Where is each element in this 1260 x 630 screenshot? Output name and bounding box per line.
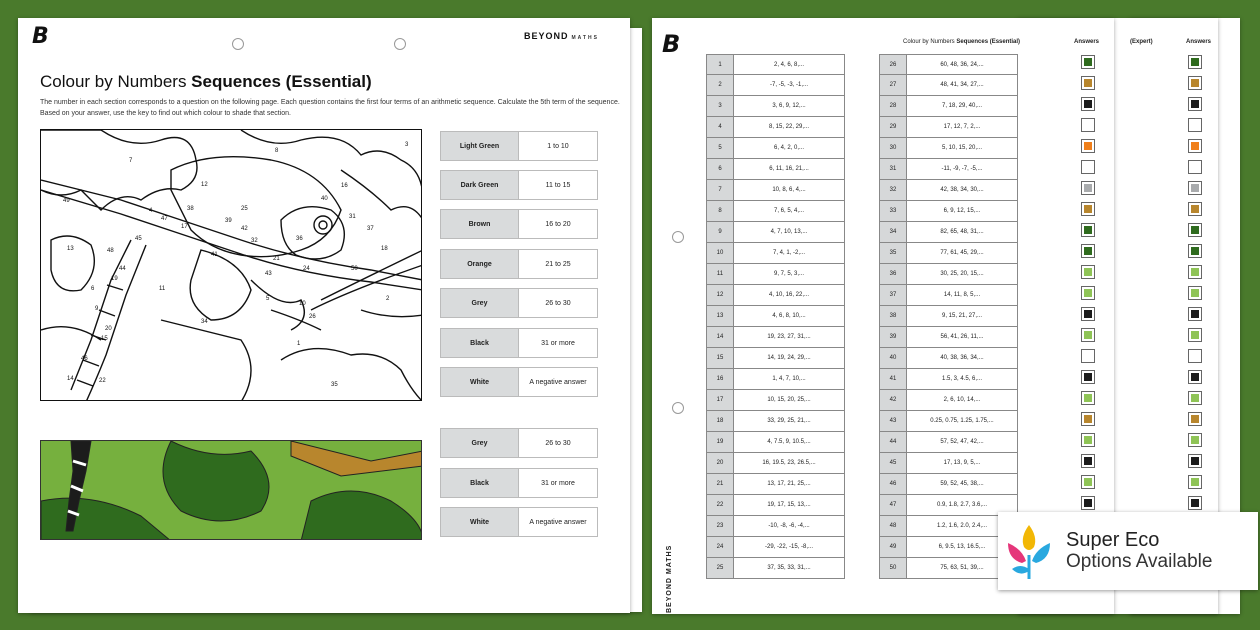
answers-label-2: Answers <box>1186 39 1212 45</box>
sequence-terms: 17, 12, 7, 2,... <box>943 124 981 130</box>
answer-colour-swatch <box>1188 433 1202 447</box>
svg-text:26: 26 <box>309 314 316 320</box>
ghost-key-row-grey <box>440 428 598 458</box>
key-row-light-green <box>440 131 598 161</box>
question-number: 40 <box>880 348 907 368</box>
question-number: 25 <box>707 558 734 578</box>
svg-text:20: 20 <box>105 326 112 332</box>
svg-text:31: 31 <box>349 214 356 220</box>
question-number: 4 <box>707 117 734 137</box>
question-row <box>879 138 1018 159</box>
sequence-terms: 13, 17, 21, 25,... <box>767 481 811 487</box>
question-row <box>879 96 1018 117</box>
answer-colour-swatch <box>1081 97 1095 111</box>
key-range: A negative answer <box>529 518 587 526</box>
svg-text:46: 46 <box>81 356 88 362</box>
sequence-terms: 60, 48, 36, 24,... <box>940 61 984 68</box>
question-number: 10 <box>707 243 734 263</box>
question-row <box>879 54 1018 75</box>
question-row <box>879 453 1018 474</box>
sequence-terms: 42, 38, 34, 30,... <box>940 187 984 193</box>
svg-text:14: 14 <box>67 376 74 382</box>
question-number: 14 <box>707 327 734 347</box>
sequence-terms: 6, 9.5, 13, 16.5,... <box>938 544 986 550</box>
question-number: 2 <box>707 75 734 95</box>
question-number: 46 <box>880 474 907 494</box>
answer-colour-swatch <box>1081 139 1095 153</box>
svg-text:39: 39 <box>225 218 232 224</box>
question-number: 7 <box>707 180 734 200</box>
svg-text:43: 43 <box>265 271 272 277</box>
question-row <box>879 369 1018 390</box>
question-number: 17 <box>707 390 734 410</box>
badge-line-1: Super Eco <box>1066 529 1160 551</box>
question-row <box>879 327 1018 348</box>
question-number: 18 <box>707 411 734 431</box>
questions-column-2 <box>879 54 1018 579</box>
answer-colour-swatch <box>1081 160 1095 174</box>
question-row <box>879 474 1018 495</box>
question-row <box>706 432 845 453</box>
key-row-black <box>440 328 598 358</box>
question-number: 9 <box>707 222 734 242</box>
answer-colour-swatch <box>1081 202 1095 216</box>
answer-colour-swatch <box>1188 223 1202 237</box>
svg-text:22: 22 <box>99 378 106 384</box>
sequence-terms: 1, 4, 7, 10,... <box>772 376 806 382</box>
question-row <box>706 516 845 537</box>
sequence-terms: 17, 13, 9, 5,... <box>943 460 981 466</box>
svg-text:34: 34 <box>201 319 208 325</box>
svg-text:25: 25 <box>241 206 248 212</box>
heading-bold: Sequences (Essential) <box>956 39 1021 45</box>
question-number: 6 <box>707 159 734 179</box>
sequence-terms: 4, 10, 16, 22,... <box>768 292 810 298</box>
sequence-terms: 59, 52, 45, 38,... <box>940 481 984 487</box>
title-bold: Sequences (Essential) <box>191 72 372 91</box>
sequence-terms: 9, 15, 21, 27,... <box>941 313 983 319</box>
sequence-terms: 10, 8, 6, 4,... <box>772 187 806 193</box>
answer-colour-swatch <box>1081 328 1095 342</box>
sequence-terms: 14, 11, 8, 5,... <box>943 292 981 298</box>
sequence-terms: 40, 38, 36, 34,... <box>940 355 984 361</box>
sequence-terms: 19, 17, 15, 13,... <box>767 502 811 508</box>
svg-text:24: 24 <box>303 266 310 272</box>
question-row <box>879 285 1018 306</box>
question-row <box>706 201 845 222</box>
question-row <box>706 537 845 558</box>
svg-text:35: 35 <box>331 382 338 388</box>
sequence-terms: 4, 6, 8, 10,... <box>772 313 806 319</box>
question-number: 11 <box>707 264 734 284</box>
svg-text:48: 48 <box>107 248 114 254</box>
sequence-terms: 2, 4, 6, 8,... <box>773 61 805 68</box>
svg-text:10: 10 <box>299 301 306 307</box>
key-label: Light Green <box>441 132 519 160</box>
svg-text:19: 19 <box>111 276 118 282</box>
punch-hole <box>672 231 684 243</box>
question-number: 45 <box>880 453 907 473</box>
question-row <box>706 96 845 117</box>
question-number: 39 <box>880 327 907 347</box>
sequence-terms: 33, 29, 25, 21,... <box>767 418 811 424</box>
sequence-terms: 6, 9, 12, 15,... <box>943 208 981 214</box>
svg-text:36: 36 <box>296 236 303 242</box>
key-range: 16 to 20 <box>545 220 571 228</box>
question-row <box>706 369 845 390</box>
answer-colour-swatch <box>1188 307 1202 321</box>
question-number: 29 <box>880 117 907 137</box>
sequence-terms: -11, -9, -7, -5,... <box>941 166 983 172</box>
question-row <box>879 180 1018 201</box>
sequence-terms: 16, 19.5, 23, 26.5,... <box>762 460 816 466</box>
answer-colour-swatch <box>1188 412 1202 426</box>
sequence-terms: 77, 61, 45, 29,... <box>940 250 984 256</box>
question-number: 19 <box>707 432 734 452</box>
question-row <box>879 243 1018 264</box>
sequence-terms: 4, 7.5, 9, 10.5,... <box>767 439 811 445</box>
question-number: 1 <box>707 55 734 74</box>
sequence-terms: -29, -22, -15, -8,... <box>764 544 814 550</box>
answer-colour-swatch <box>1188 265 1202 279</box>
key-row-white <box>440 367 598 397</box>
question-number: 43 <box>880 411 907 431</box>
answer-colour-swatch <box>1081 496 1095 510</box>
question-row <box>706 327 845 348</box>
question-row <box>706 348 845 369</box>
answer-colour-swatch <box>1188 454 1202 468</box>
question-number: 44 <box>880 432 907 452</box>
sequence-terms: 2, 6, 10, 14,... <box>943 397 981 403</box>
svg-text:11: 11 <box>159 286 166 292</box>
punch-hole <box>232 38 244 50</box>
answer-colour-swatch <box>1188 391 1202 405</box>
key-label: Black <box>441 469 519 497</box>
answer-colour-swatch <box>1188 370 1202 384</box>
answer-sheet-heading <box>903 39 1020 45</box>
sequence-terms: 8, 15, 22, 29,... <box>768 124 810 130</box>
answer-colour-swatch <box>1188 496 1202 510</box>
sequence-terms: 6, 4, 2, 0,... <box>773 145 805 151</box>
sequence-terms: 9, 7, 5, 3,... <box>773 271 805 277</box>
sequence-terms: 82, 65, 48, 31,... <box>940 229 984 235</box>
question-row <box>706 495 845 516</box>
svg-text:21: 21 <box>273 256 280 262</box>
sequence-terms: -7, -5, -3, -1,... <box>769 82 808 88</box>
svg-text:17: 17 <box>181 224 188 230</box>
question-number: 8 <box>707 201 734 221</box>
question-row <box>879 411 1018 432</box>
instructions: The number in each section corresponds to a question on the following page. Each question contains the first four terms of an arithmetic sequence. Calculate the 5th term of the sequence. Based on your answer, use the key to find out which colour to shade that section. <box>40 99 620 117</box>
answer-colour-swatch <box>1081 412 1095 426</box>
brand-wordmark <box>524 31 599 41</box>
question-number: 30 <box>880 138 907 158</box>
question-number: 15 <box>707 348 734 368</box>
questions-column-1 <box>706 54 845 579</box>
question-number: 26 <box>880 55 907 74</box>
sequence-terms: 57, 52, 47, 42,... <box>940 439 984 445</box>
answer-colour-swatch <box>1081 307 1095 321</box>
question-number: 23 <box>707 516 734 536</box>
question-row <box>706 285 845 306</box>
question-row <box>706 75 845 96</box>
ghost-key-row-white <box>440 507 598 537</box>
question-row <box>706 159 845 180</box>
svg-text:13: 13 <box>67 246 74 252</box>
answer-colour-swatch <box>1081 55 1095 69</box>
key-label: White <box>441 368 519 396</box>
question-number: 32 <box>880 180 907 200</box>
question-row <box>706 54 845 75</box>
sequence-terms: 19, 23, 27, 31,... <box>767 334 811 340</box>
answer-colour-swatch <box>1188 202 1202 216</box>
svg-text:7: 7 <box>129 158 133 164</box>
sequence-terms: 3, 6, 9, 12,... <box>772 103 806 109</box>
expert-label: (Expert) <box>1130 39 1153 45</box>
question-number: 21 <box>707 474 734 494</box>
svg-text:47: 47 <box>161 216 168 222</box>
badge-line-2: Options Available <box>1066 551 1213 572</box>
brand-sub: MATHS <box>571 35 599 41</box>
answer-colour-swatch <box>1188 55 1202 69</box>
question-number: 13 <box>707 306 734 326</box>
punch-hole <box>394 38 406 50</box>
question-number: 38 <box>880 306 907 326</box>
svg-text:8: 8 <box>275 148 279 154</box>
question-number: 47 <box>880 495 907 515</box>
question-number: 37 <box>880 285 907 305</box>
answer-colour-swatch <box>1188 139 1202 153</box>
question-number: 41 <box>880 369 907 389</box>
key-label: Brown <box>441 210 519 238</box>
question-row <box>879 432 1018 453</box>
answer-colour-swatch <box>1188 286 1202 300</box>
svg-text:38: 38 <box>187 206 194 212</box>
svg-text:49: 49 <box>63 198 70 204</box>
answer-colour-swatch <box>1188 475 1202 489</box>
question-row <box>706 411 845 432</box>
sequence-terms: 6, 11, 16, 21,... <box>769 166 809 172</box>
answers-header <box>1074 39 1099 45</box>
eco-leaf-icon <box>1000 521 1058 581</box>
question-row <box>879 222 1018 243</box>
key-label: Dark Green <box>441 171 519 199</box>
answer-colour-swatch <box>1081 391 1095 405</box>
svg-text:42: 42 <box>241 226 248 232</box>
svg-text:6: 6 <box>91 286 95 292</box>
answer-colour-swatch <box>1081 454 1095 468</box>
svg-text:5: 5 <box>266 296 270 302</box>
sequence-terms: 48, 41, 34, 27,... <box>940 82 984 88</box>
key-row-brown <box>440 209 598 239</box>
colour-by-number-picture <box>40 129 422 401</box>
answer-colour-swatch <box>1081 286 1095 300</box>
key-label: White <box>441 508 519 536</box>
question-row <box>879 264 1018 285</box>
answer-colour-swatch <box>1081 76 1095 90</box>
answer-colour-swatch <box>1188 328 1202 342</box>
sequence-terms: 10, 15, 20, 25,... <box>767 397 811 403</box>
svg-text:40: 40 <box>321 196 328 202</box>
answer-colour-swatch <box>1081 370 1095 384</box>
question-row <box>706 264 845 285</box>
question-number: 22 <box>707 495 734 515</box>
answer-colour-swatch <box>1188 181 1202 195</box>
title-normal: Colour by Numbers <box>40 72 192 91</box>
question-number: 42 <box>880 390 907 410</box>
sequence-terms: 14, 19, 24, 29,... <box>767 355 811 361</box>
svg-text:18: 18 <box>381 246 388 252</box>
question-number: 24 <box>707 537 734 557</box>
key-range: 26 to 30 <box>545 299 571 307</box>
question-row <box>706 243 845 264</box>
brand-name: BEYOND <box>524 31 569 41</box>
answer-colour-swatch <box>1081 265 1095 279</box>
lemur-line-art <box>41 130 422 401</box>
question-number: 12 <box>707 285 734 305</box>
key-label: Orange <box>441 250 519 278</box>
question-number: 34 <box>880 222 907 242</box>
key-range: 31 or more <box>541 339 575 347</box>
question-number: 48 <box>880 516 907 536</box>
sequence-terms: 0.25, 0.75, 1.25, 1.75,... <box>930 418 994 424</box>
answer-colour-swatch <box>1081 349 1095 363</box>
sequence-terms: 56, 41, 26, 11,... <box>940 334 984 340</box>
page-title <box>40 72 372 92</box>
answers-header-2 <box>1186 39 1211 45</box>
question-row <box>879 390 1018 411</box>
question-row <box>706 474 845 495</box>
key-range: A negative answer <box>529 378 587 386</box>
question-row <box>879 159 1018 180</box>
key-label: Grey <box>441 429 519 457</box>
question-number: 50 <box>880 558 907 578</box>
svg-text:44: 44 <box>119 266 126 272</box>
svg-text:3: 3 <box>405 142 409 148</box>
key-range: 1 to 10 <box>547 142 569 150</box>
sequence-terms: 1.2, 1.6, 2.0, 2.4,... <box>936 523 988 529</box>
sequence-terms: 7, 4, 1, -2,... <box>772 250 805 256</box>
key-range: 31 or more <box>541 479 575 487</box>
expert-header <box>1130 39 1153 45</box>
question-row <box>879 117 1018 138</box>
question-row <box>879 306 1018 327</box>
answer-colour-swatch <box>1188 97 1202 111</box>
question-row <box>879 75 1018 96</box>
beyond-logo: B <box>32 24 49 49</box>
sequence-terms: 7, 6, 5, 4,... <box>773 208 805 214</box>
question-number: 27 <box>880 75 907 95</box>
key-row-dark-green <box>440 170 598 200</box>
question-row <box>879 348 1018 369</box>
coloured-preview-art <box>41 441 422 540</box>
beyond-logo: B <box>662 30 681 58</box>
question-number: 33 <box>880 201 907 221</box>
key-label: Black <box>441 329 519 357</box>
sequence-terms: 30, 25, 20, 15,... <box>940 271 984 277</box>
question-number: 31 <box>880 159 907 179</box>
sequence-terms: 1.5, 3, 4.5, 6,... <box>941 376 983 382</box>
question-row <box>706 306 845 327</box>
svg-text:50: 50 <box>351 266 358 272</box>
question-row <box>706 222 845 243</box>
super-eco-badge <box>998 512 1258 590</box>
svg-text:12: 12 <box>201 182 208 188</box>
svg-text:1: 1 <box>297 341 301 347</box>
key-range: 21 to 25 <box>545 260 571 268</box>
heading-normal: Colour by Numbers <box>903 39 957 45</box>
answer-colour-swatch <box>1081 223 1095 237</box>
question-row <box>706 117 845 138</box>
answer-colour-swatch <box>1188 160 1202 174</box>
svg-text:15: 15 <box>101 336 108 342</box>
sequence-terms: 0.9, 1.8, 2.7, 3.6,... <box>936 502 988 508</box>
sequence-terms: 7, 18, 29, 40,... <box>941 103 983 109</box>
question-row <box>706 390 845 411</box>
answer-colour-swatch <box>1081 118 1095 132</box>
answer-colour-swatch <box>1188 118 1202 132</box>
svg-text:32: 32 <box>251 238 258 244</box>
svg-text:9: 9 <box>95 306 99 312</box>
svg-text:16: 16 <box>341 183 348 189</box>
answer-colour-swatch <box>1188 349 1202 363</box>
sequence-terms: 4, 7, 10, 13,... <box>770 229 808 235</box>
svg-text:45: 45 <box>135 236 142 242</box>
question-number: 28 <box>880 96 907 116</box>
question-number: 49 <box>880 537 907 557</box>
key-label: Grey <box>441 289 519 317</box>
key-row-grey <box>440 288 598 318</box>
answer-colour-swatch <box>1081 475 1095 489</box>
answer-colour-swatch <box>1188 244 1202 258</box>
key-range: 11 to 15 <box>545 181 571 189</box>
svg-text:4: 4 <box>149 208 153 214</box>
svg-text:41: 41 <box>211 252 218 258</box>
answer-colour-swatch <box>1081 181 1095 195</box>
question-row <box>706 453 845 474</box>
question-number: 3 <box>707 96 734 116</box>
key-row-orange <box>440 249 598 279</box>
answers-label: Answers <box>1074 39 1100 45</box>
question-row <box>879 201 1018 222</box>
answer-colour-swatch <box>1188 76 1202 90</box>
answer-colour-swatch <box>1081 433 1095 447</box>
question-number: 36 <box>880 264 907 284</box>
question-number: 35 <box>880 243 907 263</box>
key-range: 26 to 30 <box>545 439 571 447</box>
question-number: 20 <box>707 453 734 473</box>
question-row <box>706 138 845 159</box>
svg-text:37: 37 <box>367 226 374 232</box>
sequence-terms: -10, -8, -6, -4,... <box>768 523 810 529</box>
ghost-key-row-black <box>440 468 598 498</box>
punch-hole <box>672 402 684 414</box>
svg-text:2: 2 <box>386 296 390 302</box>
sequence-terms: 5, 10, 15, 20,... <box>941 145 983 151</box>
question-row <box>706 558 845 579</box>
answer-colour-swatch <box>1081 244 1095 258</box>
coloured-picture-preview <box>40 440 422 540</box>
sequence-terms: 37, 35, 33, 31,... <box>767 565 811 571</box>
question-number: 5 <box>707 138 734 158</box>
question-row <box>706 180 845 201</box>
brand-vertical: BEYOND MATHS <box>666 544 673 613</box>
sequence-terms: 75, 63, 51, 39,... <box>940 565 984 571</box>
question-number: 16 <box>707 369 734 389</box>
